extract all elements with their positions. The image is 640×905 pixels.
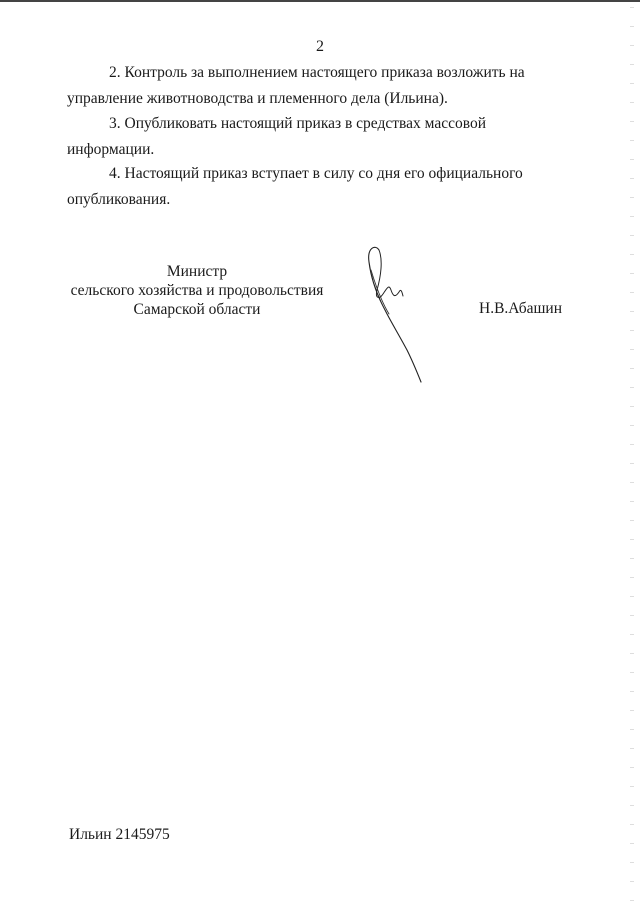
page-number: 2 [316,38,324,55]
handwritten-signature [355,240,435,385]
paragraph-publish [67,111,561,163]
scan-edge-speckle [630,0,634,905]
paragraph-lead: 3. Опубликовать настоящий приказ в средствах массовой [109,115,486,132]
signatory-title [62,262,332,319]
paragraph-lead: 2. Контроль за выполнением настоящего приказа возложить на [109,64,525,81]
paragraph-control [67,60,561,112]
paragraph-rest: управление животноводства и племенного дела (Ильина). [67,90,448,107]
scan-top-edge [0,0,640,2]
paragraph-effective [67,161,561,213]
signatory-title-line: Министр [166,263,228,280]
paragraph-rest: информации. [67,141,155,158]
signatory-title-line: Самарской области [133,301,261,318]
executor-contact: Ильин 2145975 [69,826,170,843]
paragraph-lead: 4. Настоящий приказ вступает в силу со дня его официального [109,165,523,182]
signatory-title-line: сельского хозяйства и продовольствия [70,282,324,299]
paragraph-rest: опубликования. [67,191,171,208]
signatory-name: Н.В.Абашин [479,300,562,317]
